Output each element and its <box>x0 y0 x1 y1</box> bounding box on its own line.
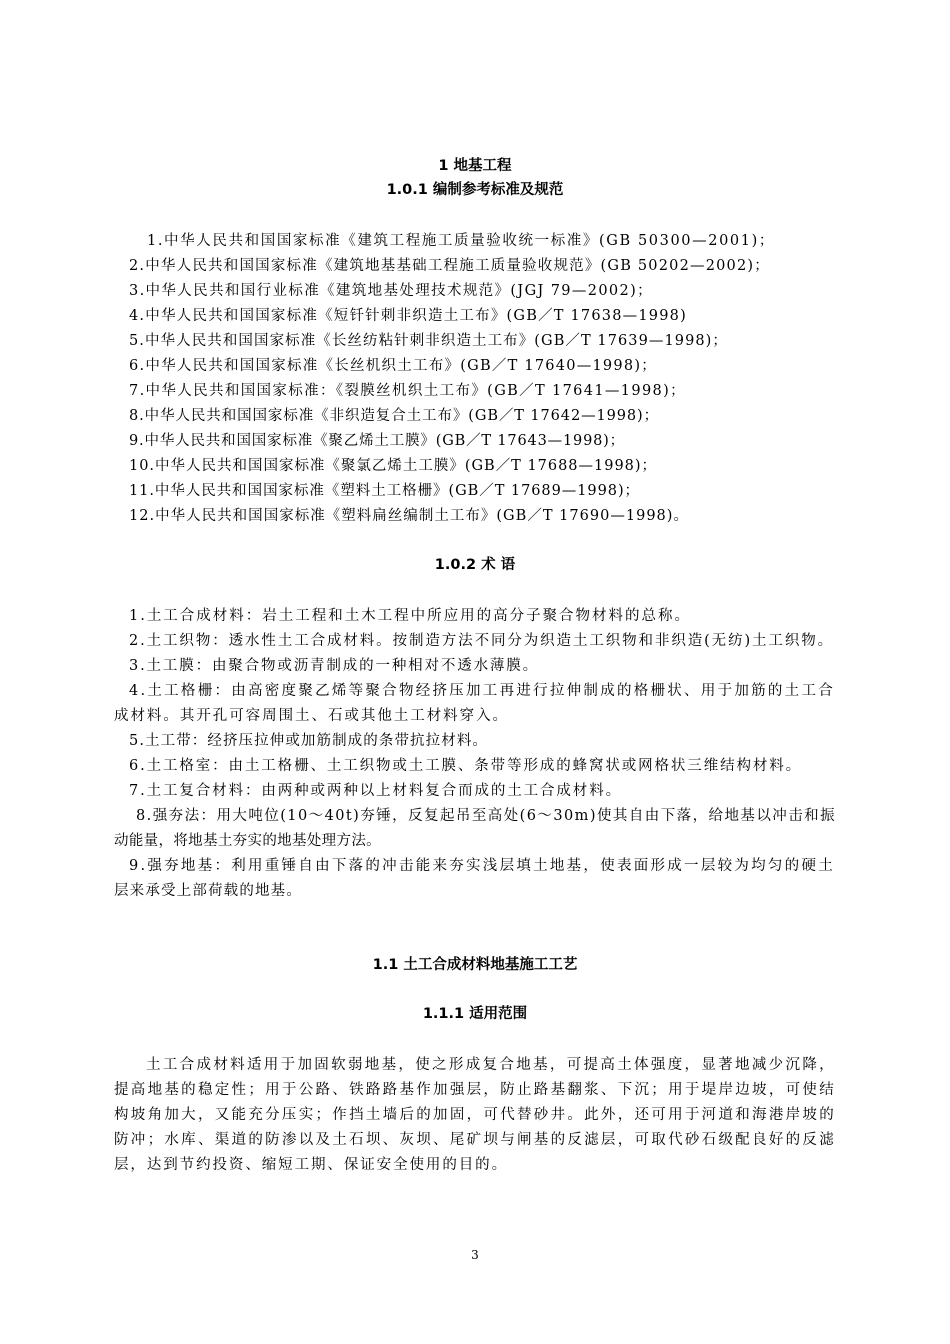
chapter-title: 1 地基工程 <box>438 158 512 174</box>
section-1-0-1-title: 1.0.1 编制参考标准及规范 <box>386 182 564 198</box>
paragraph-line: 构坡角加大，又能充分压实；作挡土墙后的加固，可代替砂井。此外，还可用于河道和海港岸坡的 <box>114 1107 837 1123</box>
list-item: 6.中华人民共和国国家标准《长丝机织土工布》(GB／T 17640—1998)； <box>129 358 657 374</box>
list-item: 6.土工格室：由土工格栅、土工织物或土工膜、条带等形成的蜂窝状或网格状三维结构材料。 <box>129 758 803 774</box>
list-item: 3.土工膜：由聚合物或沥青制成的一种相对不透水薄膜。 <box>129 658 539 674</box>
list-item: 1.土工合成材料：岩土工程和土木工程中所应用的高分子聚合物材料的总称。 <box>129 608 691 624</box>
list-item: 9.强夯地基：利用重锤自由下落的冲击能来夯实浅层填土地基，使表面形成一层较为均匀的硬土 <box>129 858 835 874</box>
paragraph-line: 提高地基的稳定性；用于公路、铁路路基作加强层，防止路基翻浆、下沉；用于堤岸边坡，可使结 <box>114 1082 837 1098</box>
list-item: 5.中华人民共和国国家标准《长丝纺粘针刺非织造土工布》(GB／T 17639—1998)； <box>129 333 728 349</box>
list-item: 动能量，将地基土夯实的地基处理方法。 <box>114 833 381 849</box>
section-1-1-1-title: 1.1.1 适用范围 <box>422 1006 528 1022</box>
list-item: 7.中华人民共和国国家标准：《裂膜丝机织土工布》(GB／T 17641—1998)； <box>129 383 686 399</box>
list-item: 12.中华人民共和国国家标准《塑料扁丝编制土工布》(GB／T 17690—1998)。 <box>129 508 689 524</box>
list-item: 9.中华人民共和国国家标准《聚乙烯土工膜》(GB／T 17643—1998)； <box>129 433 625 449</box>
section-1-1-title: 1.1 土工合成材料地基施工工艺 <box>372 957 578 973</box>
list-item: 成材料。其开孔可容周围土、石或其他土工材料穿入。 <box>114 708 509 724</box>
list-item: 11.中华人民共和国国家标准《塑料土工格栅》(GB／T 17689—1998)； <box>129 483 640 499</box>
list-item: 10.中华人民共和国国家标准《聚氯乙烯土工膜》(GB／T 17688—1998)； <box>129 458 658 474</box>
list-item: 2.中华人民共和国国家标准《建筑地基基础工程施工质量验收规范》(GB 50202—2002)； <box>129 258 770 274</box>
paragraph-line: 层，达到节约投资、缩短工期、保证安全使用的目的。 <box>114 1157 509 1173</box>
list-item: 层来承受上部荷载的地基。 <box>114 883 303 899</box>
list-item: 4.中华人民共和国国家标准《短钎针刺非织造土工布》(GB／T 17638—1998) <box>129 308 687 324</box>
list-item: 1.中华人民共和国国家标准《建筑工程施工质量验收统一标准》(GB 50300—2001)； <box>147 233 775 249</box>
list-item: 3.中华人民共和国行业标准《建筑地基处理技术规范》(JGJ 79—2002)； <box>129 283 653 299</box>
section-1-0-2-title: 1.0.2 术 语 <box>434 557 516 573</box>
list-item: 2.土工织物：透水性土工合成材料。按制造方法不同分为织造土工织物和非织造(无纺)土工织物。 <box>129 633 835 649</box>
list-item: 8.强夯法：用大吨位(10～40t)夯锤，反复起吊至高处(6～30m)使其自由下落，给地基以冲击和振 <box>136 808 837 824</box>
paragraph-line: 防冲；水库、渠道的防渗以及土石坝、灰坝、尾矿坝与闸基的反滤层，可取代砂石级配良好的反滤 <box>114 1132 837 1148</box>
list-item: 7.土工复合材料：由两种或两种以上材料复合而成的土工合成材料。 <box>129 783 622 799</box>
paragraph-line: 土工合成材料适用于加固软弱地基，使之形成复合地基，可提高土体强度，显著地减少沉降， <box>146 1057 836 1073</box>
page-number: 3 <box>471 1248 479 1262</box>
list-item: 5.土工带：经挤压拉伸或加筋制成的条带抗拉材料。 <box>129 733 488 749</box>
list-item: 4.土工格栅：由高密度聚乙烯等聚合物经挤压加工再进行拉伸制成的格栅状、用于加筋的土工合 <box>129 683 835 699</box>
list-item: 8.中华人民共和国国家标准《非织造复合土工布》(GB／T 17642—1998)； <box>129 408 660 424</box>
